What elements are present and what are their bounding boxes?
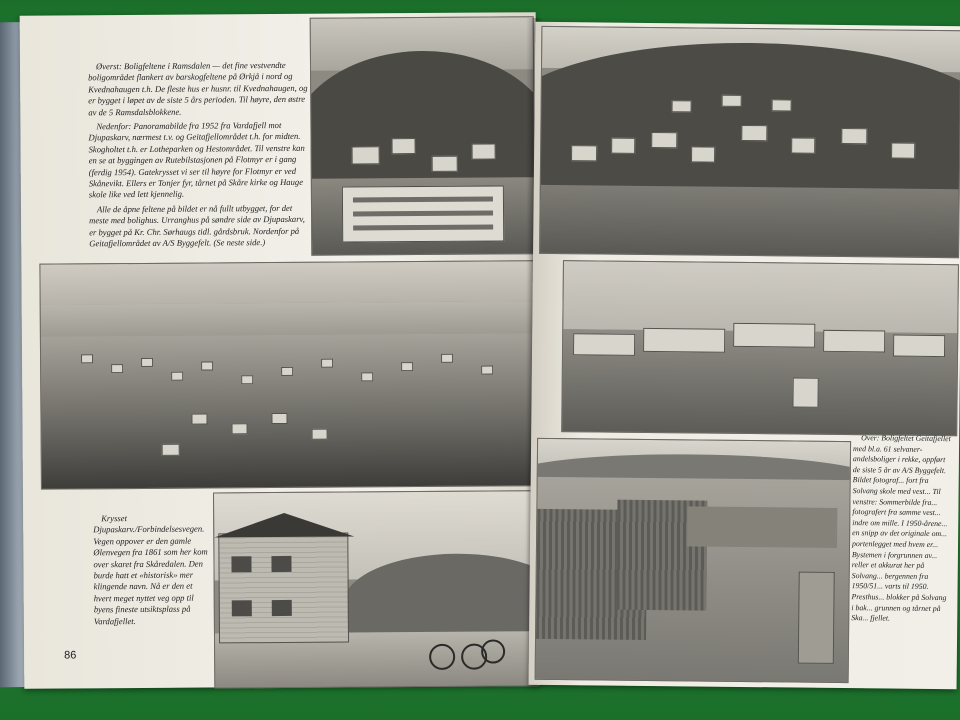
stone-marker: [798, 572, 835, 664]
left-page: [20, 12, 541, 689]
photo-solvang-barns: [535, 438, 852, 683]
bicycle-wheel: [429, 644, 455, 670]
wooden-house: [218, 533, 349, 644]
photo-djupaskarv-crossing: [213, 490, 538, 688]
caption-paragraph: Øverst: Boligfeltene i Ramsdalen — det fine vestvendte boligområdet flankert av barskogfeltene på Ørkjå i nord og Kvednahaugen t.h. De fleste hus er husnr. til Kvednahaugen, og er bygget i løpet av de siste 5 års perioden. Til høyre, den østre av de 5 Ramsdalsblokkene.: [88, 59, 308, 117]
caption-bottom-left: [93, 512, 212, 630]
right-page: [529, 22, 960, 689]
apartment-block: [342, 185, 504, 242]
caption-paragraph: Krysset Djupaskarv./Forbindelsesvegen. Vegen oppover er den gamle Ølenvegen fra 1861 som her kom over skaret fra Skåredalen. Den burde hatt et «historisk» mer klingende navn. Nå er den et hvert meget nyttet veg opp til byens fineste utsiktsplass på Vardafjellet.: [93, 513, 208, 626]
caption-right-page: [851, 433, 951, 628]
caption-paragraph: Over: Boligfeltet Geitafjellet med bl.a. 61 selvaner-andelsboliger i rekke, oppført de siste 5 år av A/S Byggefelt. Bildet fotograf... fort fra Solvang skole med vest... Til venstre: Sommerbilde fra... fotografert fra samme vest... indre om mille. I 1950-årene... en snipp av det originale om... portenlegget med hvem er... Bystemen i forgrunnen av... reller et akkurat her på Solvang... bergennen fra 1950/51... varts til 1950. Presthus... blokker på Solvang i bak... grunnen og tårnet på Ska... fjellet.: [851, 433, 951, 623]
caption-paragraph: Alle de åpne feltene på bildet er nå fullt utbygget, for det meste med bolighus. Urranghus på søndre side av Djupaskarv, er bygget på Kr. Chr. Sørhaugs tidl. gårdsbruk. Nordenfor på Geitafjellområdet av A/S Byggefelt. (Se neste side.): [89, 202, 305, 249]
photo-ramsdalen-hillside: [310, 16, 536, 256]
bicycle-wheel: [481, 639, 505, 663]
photo-panorama-1952: [39, 260, 537, 489]
barn-building: [687, 506, 837, 548]
caption-paragraph: Nedenfor: Panoramabilde fra 1952 fra Vardafjell mot Djupaskarv, nærmest t.v. og Geitafjellområdet t.h. for midten. Skogholtet t.h. er Lotheparken og Hestområdet. Til venstre kan en se at byggingen av Rutebilstasjonen på Flotmyr er i gang (ferdig 1954). Gatekrysset vi ser til høyre for Flotmyr er ved Skånevikt. Ellers er Tonjer fyr, tårnet på Skåre kirke og Hauge skole like ved lett kjennelig.: [88, 120, 305, 200]
caption-top-left: [88, 60, 311, 253]
page-number: 86: [64, 649, 77, 662]
photo-row-houses: [561, 260, 959, 436]
photo-geitafjellet-hillside: [539, 26, 960, 258]
